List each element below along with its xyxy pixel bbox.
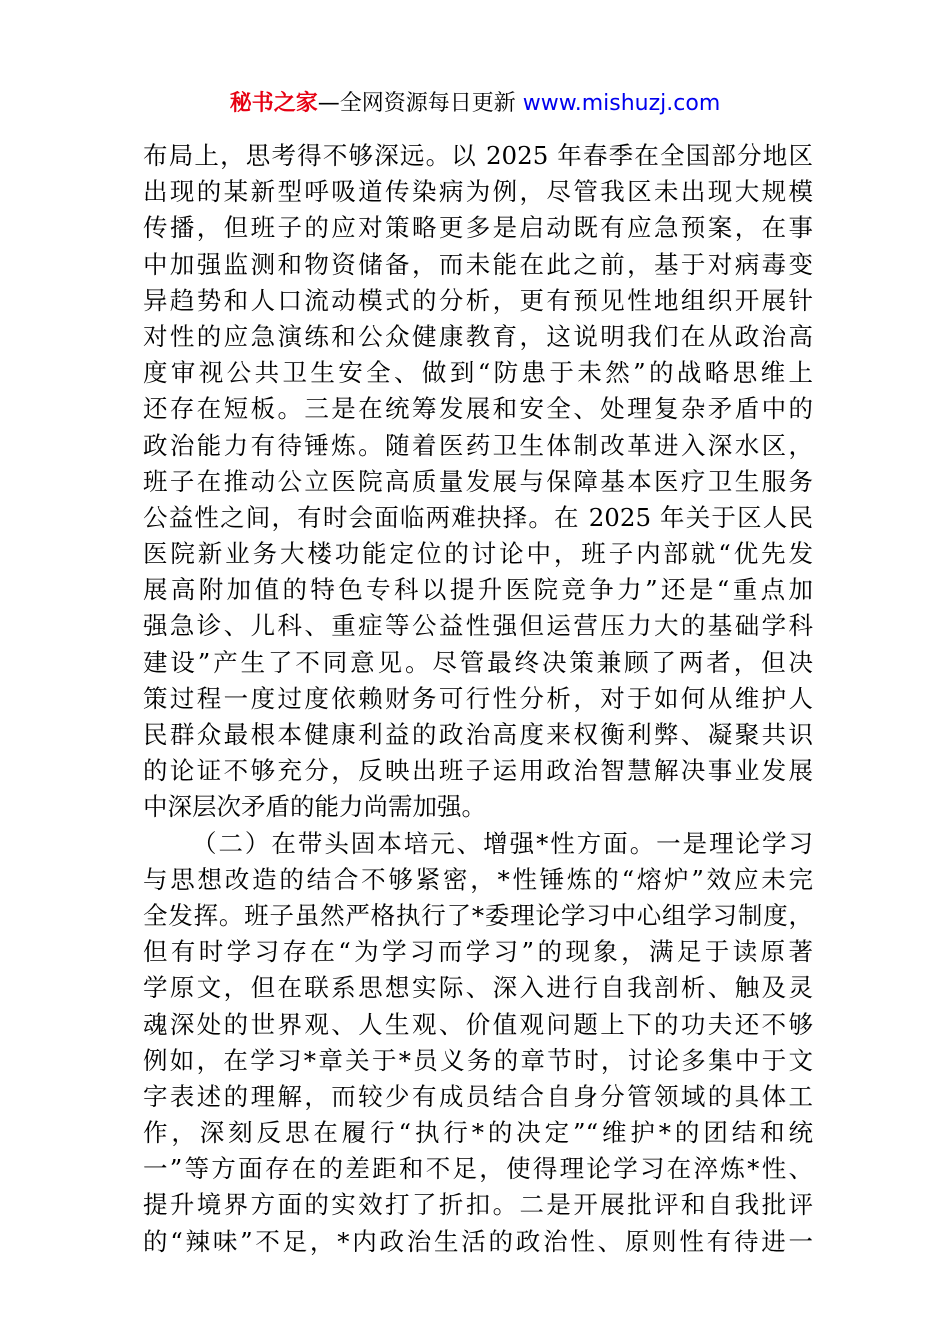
text-line: 强急诊、儿科、重症等公益性强但运营压力大的基础学科: [143, 611, 813, 641]
text-line: 政治能力有待锤炼。随着医药卫生体制改革进入深水区，: [143, 430, 813, 460]
text-line: 出现的某新型呼吸道传染病为例，尽管我区未出现大规模: [143, 177, 813, 207]
text-line: 度审视公共卫生安全、做到“防患于未然”的战略思维上: [143, 358, 813, 388]
text-line: 提升境界方面的实效打了折扣。二是开展批评和自我批评: [143, 1190, 813, 1220]
text-line: 一”等方面存在的差距和不足，使得理论学习在淬炼*性、: [143, 1154, 813, 1184]
text-line: 与思想改造的结合不够紧密，*性锤炼的“熔炉”效应未完: [143, 864, 813, 894]
text-line: 传播，但班子的应对策略更多是启动既有应急预案，在事: [143, 213, 813, 243]
section-heading-line: （二）在带头固本培元、增强*性方面。一是理论学习: [192, 828, 813, 858]
text-line: 作，深刻反思在履行“执行*的决定”“维护*的团结和统: [143, 1118, 813, 1148]
text-line: 民群众最根本健康利益的政治高度来权衡利弊、凝聚共识: [143, 720, 813, 749]
text-line: 建设”产生了不同意见。尽管最终决策兼顾了两者，但决: [143, 647, 813, 677]
text-line: 策过程一度过度依赖财务可行性分析，对于如何从维护人: [143, 683, 813, 713]
brand-name: 秘书之家: [229, 91, 318, 116]
document-body: [143, 138, 813, 1260]
text-line: 但有时学习存在“为学习而学习”的现象，满足于读原著: [143, 937, 813, 967]
text-line: 魂深处的世界观、人生观、价值观问题上下的功夫还不够: [143, 1009, 813, 1039]
site-header: [0, 88, 950, 120]
text-line: 还存在短板。三是在统筹发展和安全、处理复杂矛盾中的: [143, 394, 813, 424]
paragraph-end-line: 中深层次矛盾的能力尚需加强。: [143, 792, 486, 822]
header-tagline: —全网资源每日更新: [317, 91, 523, 116]
text-line: 对性的应急演练和公众健康教育，这说明我们在从政治高: [143, 321, 813, 351]
text-line: 班子在推动公立医院高质量发展与保障基本医疗卫生服务: [143, 466, 813, 496]
text-line: 公益性之间，有时会面临两难抉择。在 2025 年关于区人民: [143, 502, 813, 532]
text-line: 全发挥。班子虽然严格执行了*委理论学习中心组学习制度，: [143, 900, 813, 930]
text-line: 的“辣味”不足，*内政治生活的政治性、原则性有待进一: [143, 1226, 813, 1256]
text-line: 字表述的理解，而较少有成员结合自身分管领域的具体工: [143, 1081, 813, 1111]
text-line: 展高附加值的特色专科以提升医院竞争力”还是“重点加: [143, 575, 813, 605]
text-line: 医院新业务大楼功能定位的讨论中，班子内部就“优先发: [143, 539, 813, 569]
text-line: 的论证不够充分，反映出班子运用政治智慧解决事业发展: [143, 756, 813, 786]
text-line: 例如，在学习*章关于*员义务的章节时，讨论多集中于文: [143, 1045, 813, 1075]
text-line: 中加强监测和物资储备，而未能在此之前，基于对病毒变: [143, 249, 813, 279]
site-url-link[interactable]: www.mishuzj.com: [522, 91, 721, 116]
text-line: 布局上，思考得不够深远。以 2025 年春季在全国部分地区: [143, 141, 813, 170]
text-line: 学原文，但在联系思想实际、深入进行自我剖析、触及灵: [143, 973, 813, 1003]
text-line: 异趋势和人口流动模式的分析，更有预见性地组织开展针: [143, 285, 813, 315]
